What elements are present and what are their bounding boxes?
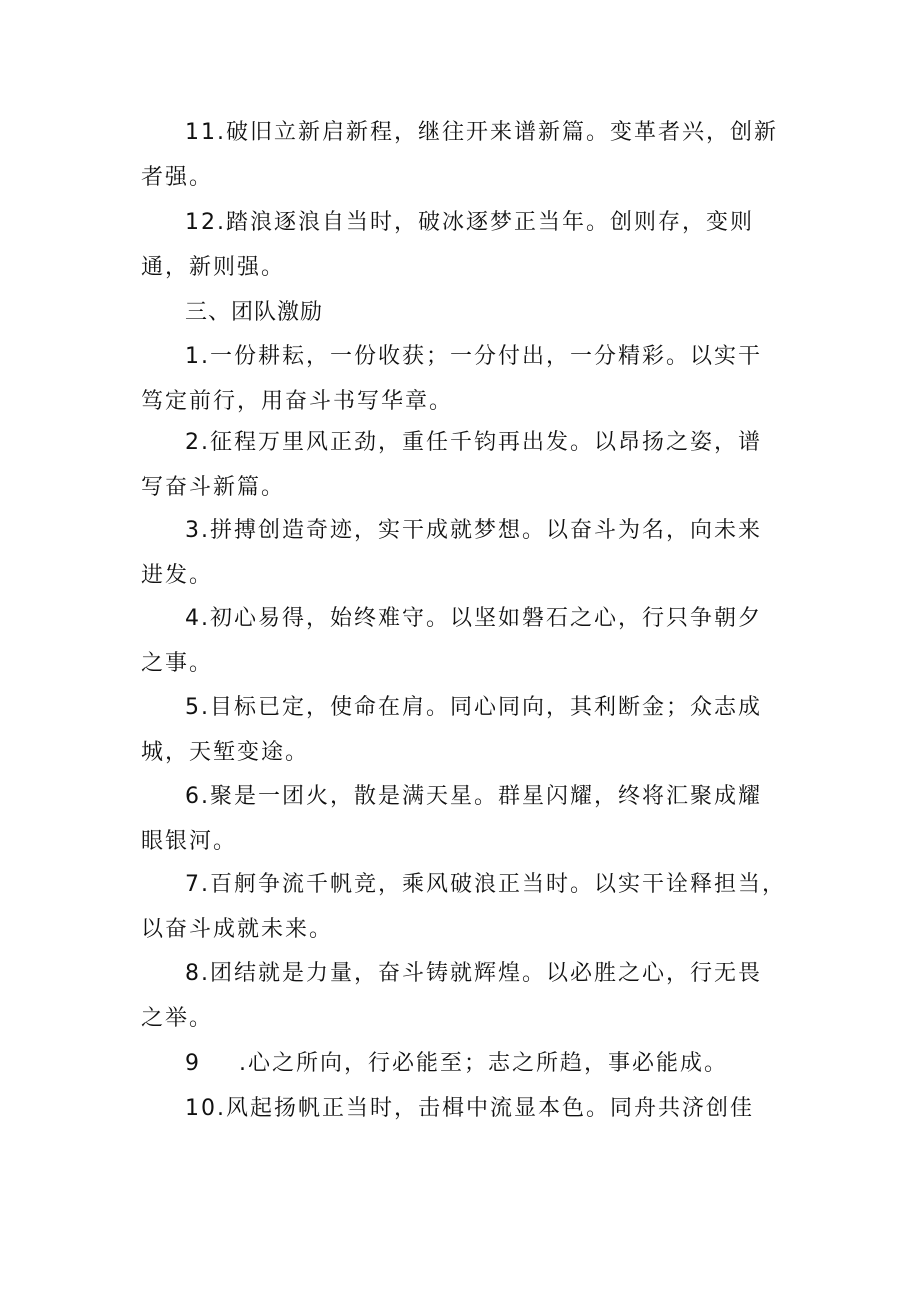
list-item <box>141 596 791 686</box>
item-text: .聚是一团火，散是满天星。群星闪耀，终将汇聚成耀 <box>201 784 762 809</box>
item-text: .征程万里风正劲，重任千钧再出发。以昂扬之姿，谱 <box>201 430 762 455</box>
item-text: 进发。 <box>141 563 214 588</box>
list-item <box>141 1086 791 1131</box>
item-number: 3 <box>185 518 201 543</box>
item-text: 以奋斗成就未来。 <box>141 917 334 942</box>
item-text: .风起扬帆正当时，击楫中流显本色。同舟共济创佳 <box>217 1096 754 1121</box>
item-number: 2 <box>185 430 201 455</box>
item-number: 1 <box>185 344 201 369</box>
item-text: 者强。 <box>141 165 214 190</box>
item-number: 11. <box>185 120 226 145</box>
item-text: 眼银河。 <box>141 829 238 854</box>
list-item <box>141 200 791 290</box>
item-text: .目标已定，使命在肩。同心同向，其利断金；众志成 <box>201 695 762 720</box>
item-text: 笃定前行，用奋斗书写华章。 <box>141 389 454 414</box>
item-text: 通，新则强。 <box>141 255 286 280</box>
item-text: .初心易得，始终难守。以坚如磐石之心，行只争朝夕 <box>201 606 762 631</box>
item-number: 5 <box>185 695 201 720</box>
item-text: .一份耕耘，一份收获；一分付出，一分精彩。以实干 <box>201 344 762 369</box>
item-text: .踏浪逐浪自当时，破冰逐梦正当年。创则存，变则 <box>217 210 754 235</box>
item-text: .心之所向，行必能至；志之所趋，事必能成。 <box>239 1051 728 1076</box>
item-number: 10 <box>185 1096 217 1121</box>
item-number: 7 <box>185 872 201 897</box>
list-item <box>141 420 791 510</box>
list-item <box>141 685 791 775</box>
list-item <box>141 862 791 952</box>
list-item <box>141 508 791 598</box>
list-item <box>141 334 791 424</box>
list-item <box>141 110 791 200</box>
section-heading: 三、团队激励 <box>185 300 324 325</box>
item-number: 9 <box>185 1051 201 1076</box>
item-number: 6 <box>185 784 201 809</box>
list-item <box>141 774 791 864</box>
item-text: 城，天堑变途。 <box>141 740 310 765</box>
item-text: 之举。 <box>141 1006 214 1031</box>
item-text: .团结就是力量，奋斗铸就辉煌。以必胜之心，行无畏 <box>201 961 762 986</box>
item-text: 破旧立新启新程，继往开来谱新篇。变革者兴，创新 <box>226 120 779 145</box>
list-item <box>141 951 791 1041</box>
item-text: 之事。 <box>141 651 214 676</box>
list-item <box>141 1041 791 1086</box>
item-number: 4 <box>185 606 201 631</box>
item-text: 写奋斗新篇。 <box>141 475 286 500</box>
item-number: 8 <box>185 961 201 986</box>
item-text: .百舸争流千帆竞，乘风破浪正当时。以实干诠释担当， <box>201 872 786 897</box>
item-number: 12 <box>185 210 217 235</box>
item-text: .拼搏创造奇迹，实干成就梦想。以奋斗为名，向未来 <box>201 518 762 543</box>
